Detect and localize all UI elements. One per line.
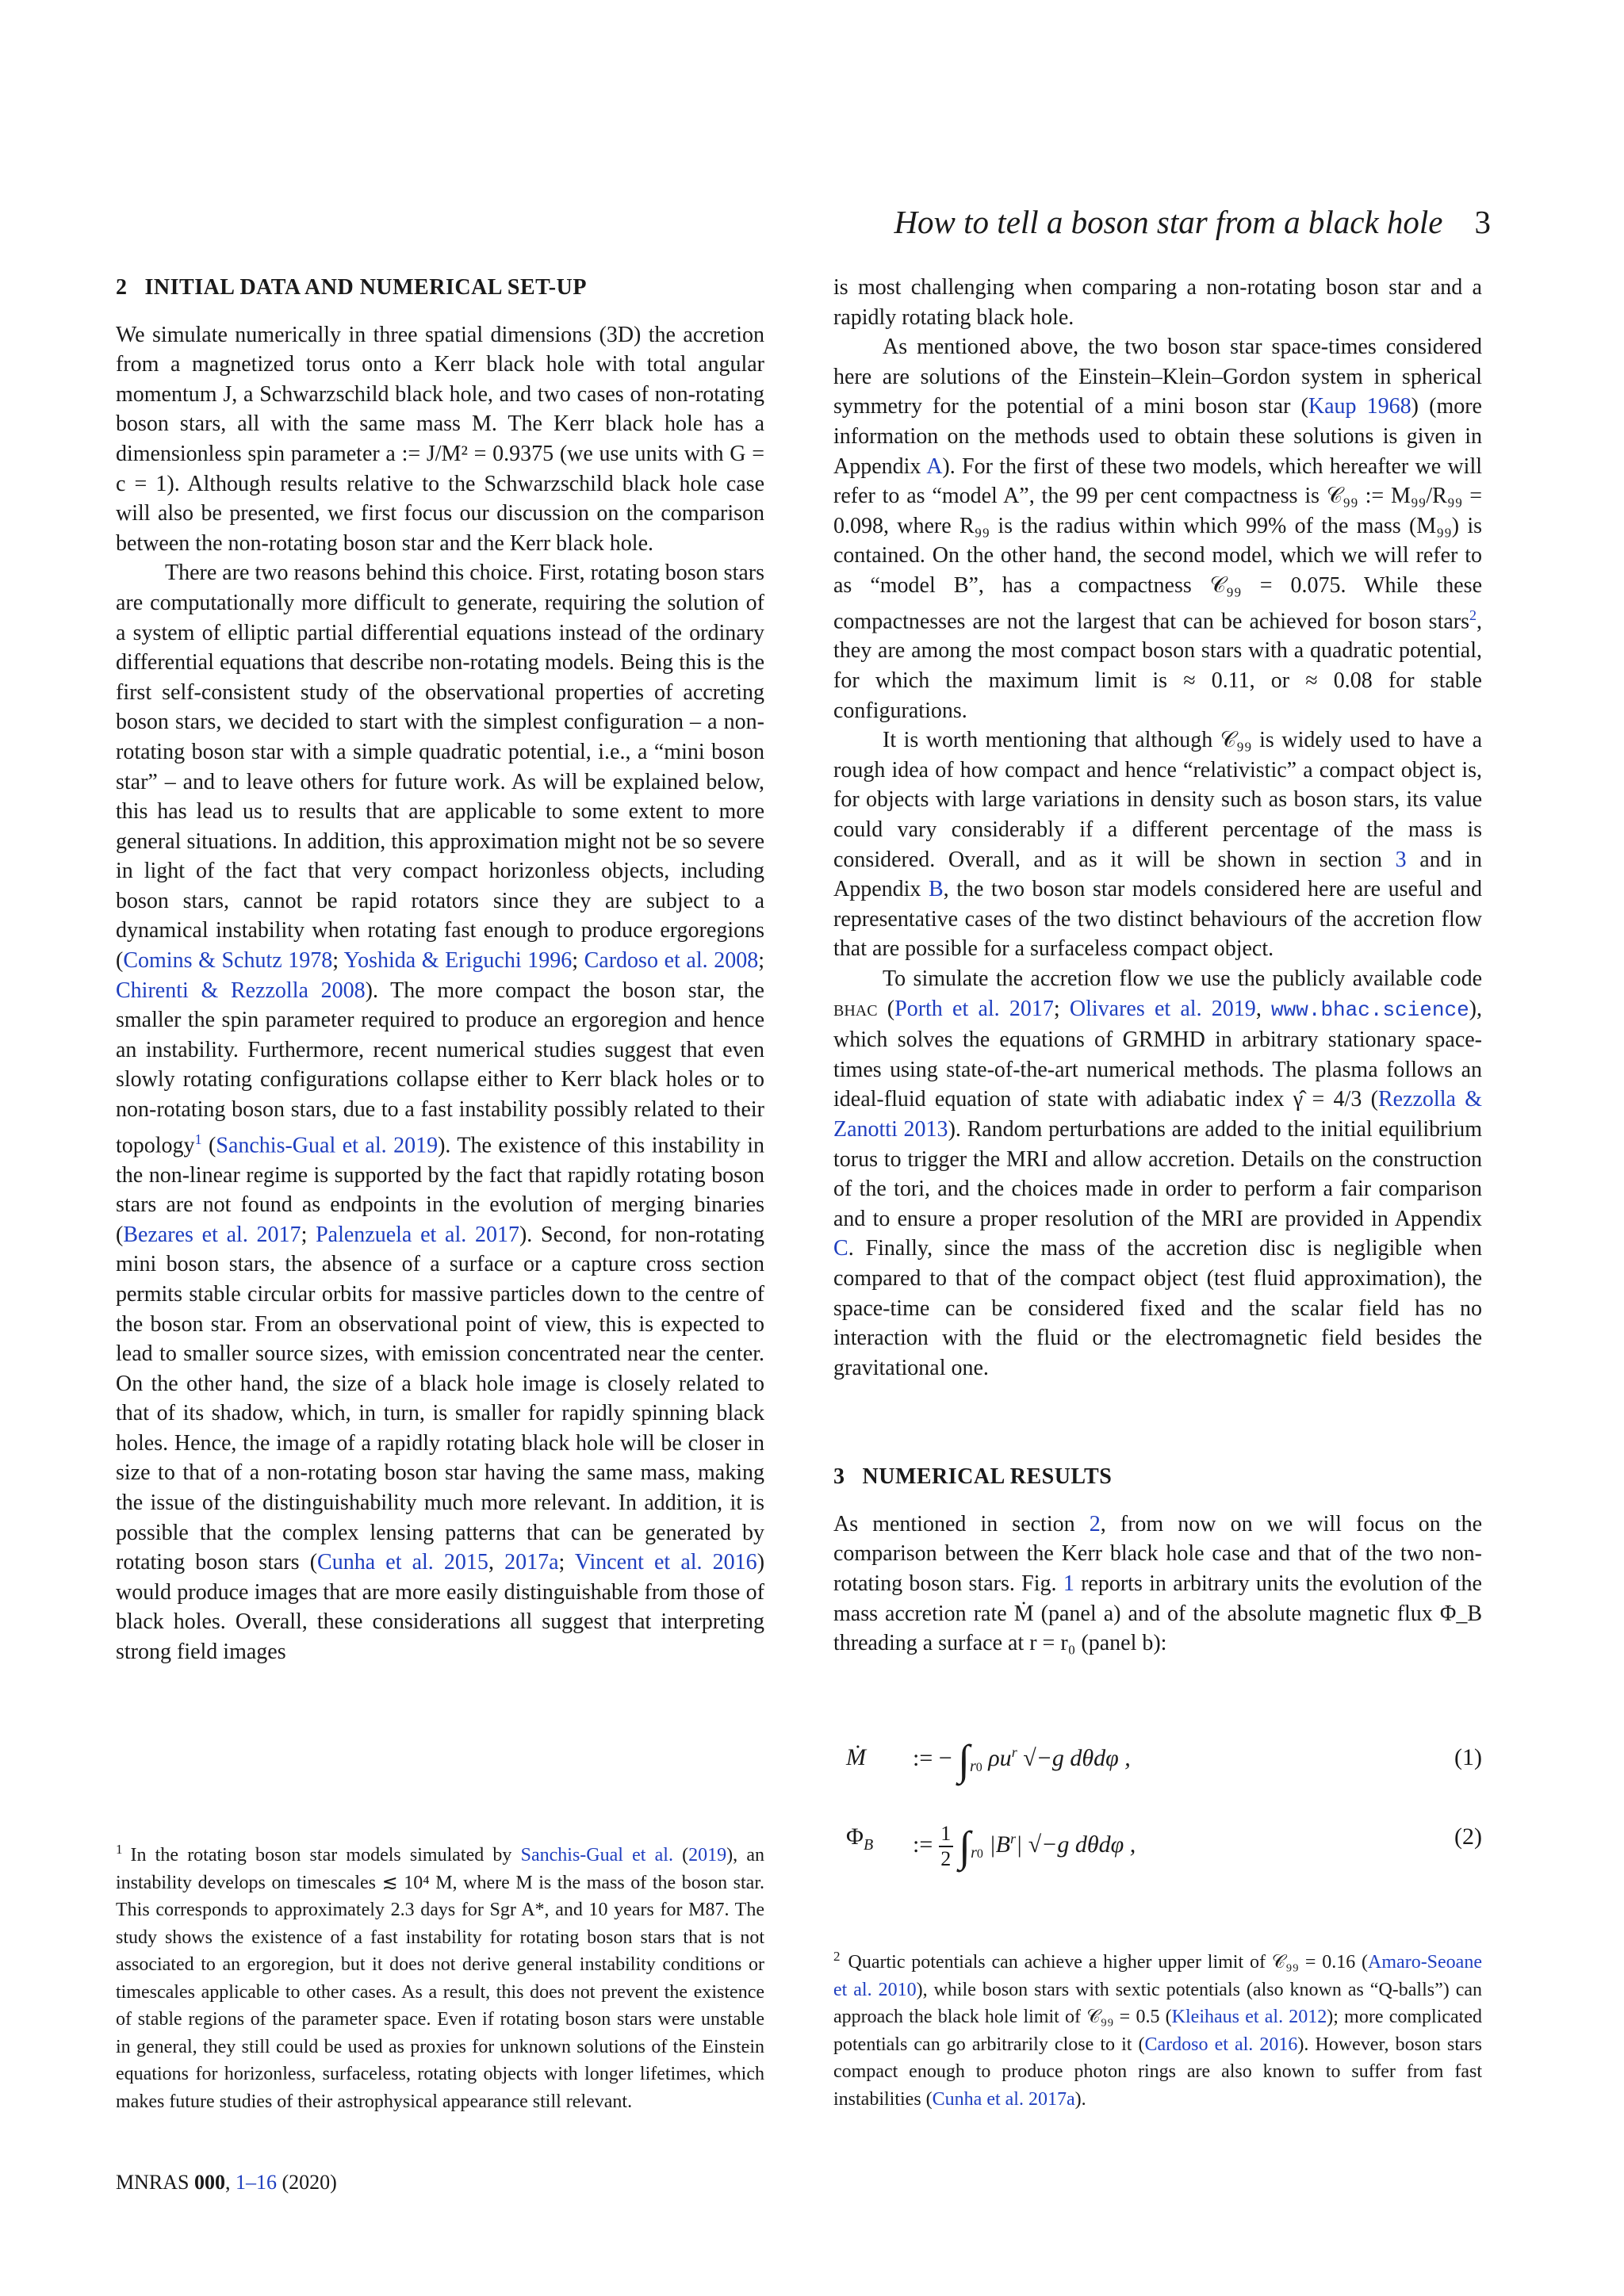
left-column xyxy=(116,273,764,1667)
citation-link[interactable]: Cunha et al. 2017a xyxy=(932,2088,1075,2110)
paragraph-1: We simulate numerically in three spatial dimensions (3D) the accretion from a magnetized torus onto a Kerr black hole with total angular momentum J, a Schwarzschild black hole, and two cases of non-rotating boson stars, all with the same mass M. The Kerr black hole has a dimensionless spin parameter a := J/M² = 0.9375 (we use units with G = c = 1). Although results relative to the Schwarzschild black hole case will also be presented, we first focus our discussion on the comparison between the non-rotating boson star and the Kerr black hole. xyxy=(116,322,764,556)
paragraph-models: As mentioned above, the two boson star space-times considered here are solutions of the Einstein–Klein–Gordon system in spherical symmetry for the potential of a mini boson star (Kaup 1968) (more information on the methods used to obtain these solutions is given in Appendix A). For the first of these two models, which hereafter we will refer to as “model A”, the 99 per cent compactness is 𝒞₉₉ := M₉₉/R₉₉ = 0.098, where R₉₉ is the radius within which 99% of the mass (M₉₉) is contained. On the other hand, the second model, which we will refer to as “model B”, has a compactness 𝒞₉₉ = 0.075. While these compactnesses are not the largest that can be achieved for boson stars$^2$, they are among the most compact boson stars with a quadratic potential, for which the maximum limit is ≈ 0.11, or ≈ 0.08 for stable configurations. xyxy=(833,335,1482,723)
citation-link[interactable]: Chirenti & Rezzolla 2008 xyxy=(116,978,366,1003)
citation-link[interactable]: Kleihaus et al. 2012 xyxy=(1171,2007,1327,2027)
citation-link[interactable]: Sanchis-Gual et al. xyxy=(520,1845,673,1866)
appendix-link[interactable]: C xyxy=(833,1236,848,1261)
citation-link[interactable]: Porth et al. 2017 xyxy=(894,996,1054,1021)
footnote-1: $^1$ In the rotating boson star models simulated by Sanchis-Gual et al. (2019), an instability develops on timescales ≲ 10⁴ M, where M is the mass of the boson star. This corresponds to approximately 2.3 days for Sgr A*, and 10 years for M87. The study shows the existence of a fast instability for rotating boson stars that is not associated to an ergoregion, but it does not derive general instability conditions or timescales applicable to other cases. As a result, this does not prevent the existence of stable regions of the parameter space. Even if rotating boson stars were unstable in general, they still could be used as proxies for unknown solutions of the Einstein equations for horizonless, surfaceless, rotating objects with longer lifetimes, which makes future studies of their astrophysical appearance still relevant. xyxy=(116,1842,764,2112)
paragraph-code: To simulate the accretion flow we use the publicly available code bhac (Porth et al. 2017; Olivares et al. 2019, www.bhac.science), which solves the equations of GRMHD in arbitrary stationary space-times using state-of-the-art numerical methods. The plasma follows an ideal-fluid equation of state with adiabatic index γ̂ = 4/3 (Rezzolla & Zanotti 2013). Random perturbations are added to the initial equilibrium torus to trigger the MRI and allow accretion. Details on the construction of the tori, and the choices made in order to perform a fair comparison and to ensure a proper resolution of the MRI are provided in Appendix C. Finally, since the mass of the accretion disc is negligible when compared to that of the compact object (test fluid approximation), the space-time can be considered fixed and the scalar field has no interaction with the fluid or the electromagnetic field besides the gravitational one. xyxy=(833,966,1482,1380)
citation-link[interactable]: 2019 xyxy=(688,1845,727,1866)
journal-footer: MNRAS 000, 1–16 (2020) xyxy=(116,2171,337,2194)
page-number: 3 xyxy=(1474,204,1491,240)
appendix-link[interactable]: A xyxy=(926,453,943,479)
citation-link[interactable]: 2017a xyxy=(504,1550,559,1575)
citation-link[interactable]: Amaro-Seoane et al. 2010 xyxy=(833,1952,1482,2000)
citation-link[interactable]: Kaup 1968 xyxy=(1308,394,1411,419)
citation-link[interactable]: Bezares et al. 2017 xyxy=(123,1222,301,1247)
citation-link[interactable]: Comins & Schutz 1978 xyxy=(123,948,333,974)
citation-link[interactable]: Palenzuela et al. 2017 xyxy=(316,1222,519,1247)
citation-link[interactable]: Rezzolla & Zanotti 2013 xyxy=(833,1087,1482,1142)
citation-link[interactable]: Cardoso et al. 2008 xyxy=(584,948,759,974)
paragraph-results: As mentioned in section 2, from now on we will focus on the comparison between the Kerr black hole case and that of the two non-rotating boson stars. Fig. 1 reports in arbitrary units the evolution of the mass accretion rate Ṁ (panel a) and of the absolute magnetic flux Φ_B threading a surface at r = r₀ (panel b): xyxy=(833,1511,1482,1656)
section-link[interactable]: 3 xyxy=(1395,847,1407,872)
paragraph-compactness: It is worth mentioning that although 𝒞₉₉ is widely used to have a rough idea of how compact and hence “relativistic” a compact object is, for objects with large variations in density such as boson stars, its value could vary considerably if a different percentage of the mass is considered. Overall, and as it will be shown in section 3 and in Appendix B, the two boson star models considered here are useful and representative cases of the two distinct behaviours of the accretion flow that are possible for a surfaceless compact object. xyxy=(833,728,1482,962)
footnote-2: $^2$ Quartic potentials can achieve a higher upper limit of 𝒞₉₉ = 0.16 (Amaro-Seoane et al. 2010), while boson stars with sextic potentials (also known as “Q-balls”) can approach the black hole limit of 𝒞₉₉ = 0.5 (Kleihaus et al. 2012); more complicated potentials can go arbitrarily close to it (Cardoso et al. 2016). However, boson stars compact enough to produce photon rings are also known to suffer from fast instabilities (Cunha et al. 2017a). xyxy=(833,1949,1483,2110)
running-title: How to tell a boson star from a black hole xyxy=(894,204,1443,240)
citation-link[interactable]: Cardoso et al. 2016 xyxy=(1144,2034,1298,2055)
paragraph-continued: is most challenging when comparing a non-rotating boson star and a rapidly rotating black hole. xyxy=(833,275,1482,330)
equation-2: $\Phi_B$ := $\frac{1}{2} \int_{r0}$ $|B^r|$ √−g dθdφ , (2) xyxy=(846,1822,1482,1870)
url-link[interactable]: www.bhac.science xyxy=(1271,997,1469,1022)
equation-1: Ṁ := − $\int_{r0}$ $\rho u^r$ √−g dθdφ , (1) xyxy=(846,1736,1482,1785)
running-head xyxy=(894,203,1491,241)
section-2-heading: 2 INITIAL DATA AND NUMERICAL SET-UP xyxy=(116,275,587,300)
pages-link[interactable]: 1–16 xyxy=(235,2171,277,2194)
figure-link[interactable]: 1 xyxy=(1063,1571,1074,1597)
citation-link[interactable]: Olivares et al. 2019 xyxy=(1069,996,1256,1021)
right-column xyxy=(833,273,1482,1659)
footnote-1-link[interactable]: 1 xyxy=(194,1131,202,1147)
paragraph-2: There are two reasons behind this choice. First, rotating boson stars are computationally more difficult to generate, requiring the solution of a system of elliptic partial differential equations instead of the ordinary differential equations that describe non-rotating models. Being this is the first self-consistent study of the observational properties of accreting boson stars, we decided to start with the simplest configuration – a non-rotating boson star with a simple quadratic potential, i.e., a “mini boson star” – and to leave others for future work. As will be explained below, this has lead us to results that are applicable to some extent to more general situations. In addition, this approximation might not be so severe in light of the fact that very compact horizonless objects, including boson stars, cannot be rapid rotators since they are subject to a dynamical instability when rotating fast enough to produce ergoregions (Comins & Schutz 1978; Yoshida & Eriguchi 1996; Cardoso et al. 2008; Chirenti & Rezzolla 2008). The more compact the boson star, the smaller the spin parameter required to produce an ergoregion and hence an instability. Furthermore, recent numerical studies suggest that even slowly rotating configurations collapse either to Kerr black holes or to non-rotating boson stars, due to a fast instability possibly related to their topology$^1$ (Sanchis-Gual et al. 2019). The existence of this instability in the non-linear regime is supported by the fact that rapidly rotating boson stars are not found as endpoints in the evolution of merging binaries (Bezares et al. 2017; Palenzuela et al. 2017). Second, for non-rotating mini boson stars, the absence of a surface or a capture cross section permits stable circular orbits for massive particles down to the centre of the boson star. From an observational point of view, this is expected to lead to smaller source sizes, with emission concentrated near the center. On the other hand, the size of a black hole image is closely related to that of its shadow, which, in turn, is smaller for rapidly spinning black holes. Hence, the image of a rapidly rotating black hole will be closer in size to that of a non-rotating boson star having the same mass, making the issue of the distinguishability much more relevant. In addition, it is possible that the complex lensing patterns that can be generated by rotating boson stars (Cunha et al. 2015, 2017a; Vincent et al. 2016) would produce images that are more easily distinguishable from those of black holes. Overall, these considerations all suggest that interpreting strong field images xyxy=(116,561,765,1665)
appendix-link[interactable]: B xyxy=(928,877,944,902)
citation-link[interactable]: Vincent et al. 2016 xyxy=(574,1550,757,1575)
citation-link[interactable]: Yoshida & Eriguchi 1996 xyxy=(343,948,573,974)
citation-link[interactable]: Cunha et al. 2015 xyxy=(317,1550,488,1575)
footnote-2-link[interactable]: 2 xyxy=(1469,607,1477,623)
citation-link[interactable]: Sanchis-Gual et al. 2019 xyxy=(216,1132,439,1158)
section-link[interactable]: 2 xyxy=(1089,1511,1101,1536)
section-3-heading: 3 NUMERICAL RESULTS xyxy=(833,1464,1113,1490)
